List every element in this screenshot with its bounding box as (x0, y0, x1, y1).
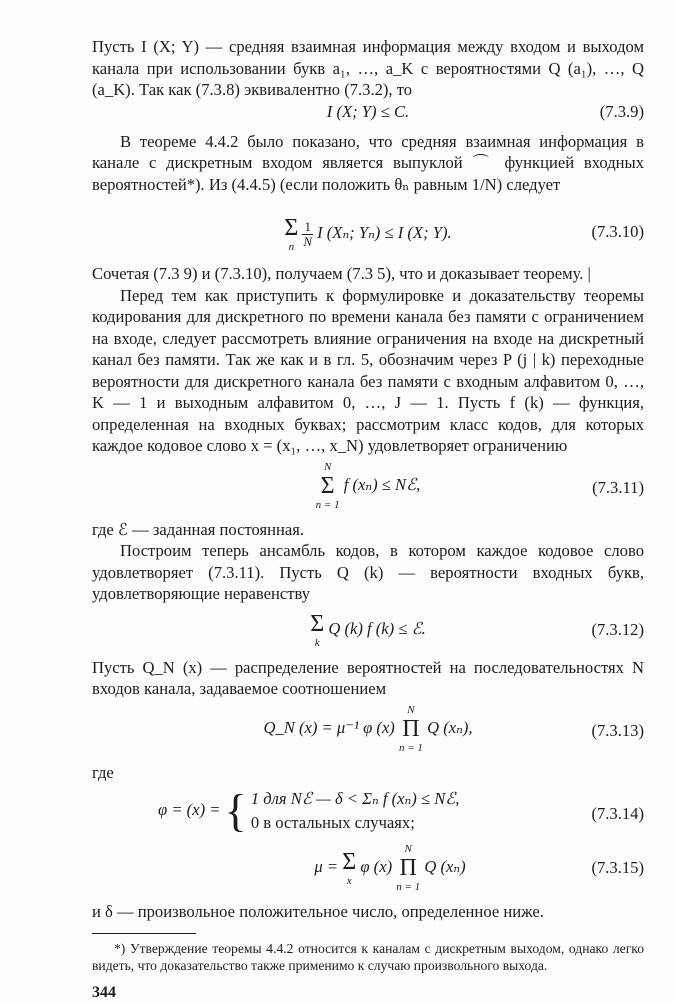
footnote: *) Утверждение теоремы 4.4.2 относится к каналам с дискретным выходом, однако легко видеть, что доказательство также применимо к случаю произвольного выхода. (92, 940, 644, 974)
left-brace: { (225, 785, 247, 836)
fraction: $\frac{1}{N}$ (302, 220, 313, 249)
page-content (92, 36, 644, 1003)
footnote-divider (92, 933, 196, 934)
equation-body: Q (xₙ) (424, 857, 465, 876)
equation-number: (7.3.13) (591, 720, 644, 742)
equation-7-3-12 (92, 611, 644, 651)
equation-7-3-11 (92, 461, 644, 513)
equation-number: (7.3.11) (592, 477, 644, 499)
sum-symbol: Σ n (284, 215, 298, 253)
paragraph-8: где (92, 762, 644, 784)
equation-7-3-15 (92, 843, 644, 893)
sum-symbol: Σ x (342, 849, 356, 887)
equation-body: Q (xₙ), (427, 717, 472, 736)
paragraph-2: В теореме 4.4.2 было показано, что средняя взаимная информация в канале с дискретным входом является выпуклой ⌒ функцией входных вероятностей*). Из (4.4.5) (если положить θₙ равным 1/N) следует (92, 131, 644, 196)
equation-7-3-14 (92, 787, 644, 841)
equation-mid: φ (x) (360, 857, 392, 876)
equation-body: I (X; Y) ≤ C. (92, 101, 644, 123)
product-symbol: N Π n = 1 (396, 843, 420, 893)
equation-number: (7.3.9) (600, 101, 644, 123)
page-number: 344 (92, 982, 644, 1003)
equation-body: Q (k) f (k) ≤ ℰ. (328, 618, 425, 637)
case-one: 1 для Nℰ — δ < Σₙ f (xₙ) ≤ Nℰ, (251, 787, 460, 811)
case-two: 0 в остальных случаях; (251, 811, 460, 835)
paragraph-4: Перед тем как приступить к формулировке и доказательству теоремы кодирования для дискретного по времени канала без памяти с ограничением на входе, следует рассмотреть влияние ограничения на входе на дискретный канал без памяти. Так же как и в гл. 5, обозначим через P (j | k) переходные вероятности для дискретного канала без памяти с входным алфавитом 0, …, K — 1 и выходным алфавитом 0, …, J — 1. Пусть f (k) — функция, определенная на входных буквах; рассмотрим класс кодов, для которых каждое кодовое слово x = (x₁, …, x_N) удовлетворяет ограничению (92, 285, 644, 457)
paragraph-5: где ℰ — заданная постоянная. (92, 519, 644, 541)
equation-lhs: μ = (314, 857, 338, 876)
equation-7-3-9 (92, 101, 644, 123)
paragraph-9: и δ — произвольное положительное число, определенное ниже. (92, 901, 644, 923)
equation-7-3-13 (92, 704, 644, 756)
equation-number: (7.3.12) (591, 619, 644, 641)
sum-symbol: Σ k (310, 611, 324, 649)
paragraph-3: Сочетая (7.3 9) и (7.3.10), получаем (7.3 5), что и доказывает теорему. | (92, 263, 644, 285)
equation-lhs: Q_N (x) = μ⁻¹ φ (x) (263, 717, 394, 736)
equation-number: (7.3.15) (591, 857, 644, 879)
sum-symbol: N Σ n = 1 (316, 461, 340, 511)
equation-body: f (xₙ) ≤ Nℰ, (344, 474, 421, 493)
equation-lhs: φ = (x) = (158, 800, 220, 819)
equation-7-3-10 (92, 209, 644, 253)
equation-number: (7.3.10) (591, 221, 644, 243)
equation-body: I (Xₙ; Yₙ) ≤ I (X; Y). (317, 223, 452, 242)
paragraph-6: Построим теперь ансамбль кодов, в котором каждое кодовое слово удовлетворяет (7.3.11). Пусть Q (k) — вероятности входных букв, удовлетворяющие неравенству (92, 540, 644, 605)
product-symbol: N Π n = 1 (399, 704, 423, 754)
paragraph-7: Пусть Q_N (x) — распределение вероятностей на последовательностях N входов канала, задаваемое соотношением (92, 657, 644, 700)
equation-number: (7.3.14) (591, 803, 644, 825)
paragraph-1: Пусть I (X; Y) — средняя взаимная информация между входом и выходом канала при использовании букв a₁, …, a_K с вероятностями Q (a₁), …, Q (a_K). Так как (7.3.8) эквивалентно (7.3.2), то (92, 36, 644, 101)
